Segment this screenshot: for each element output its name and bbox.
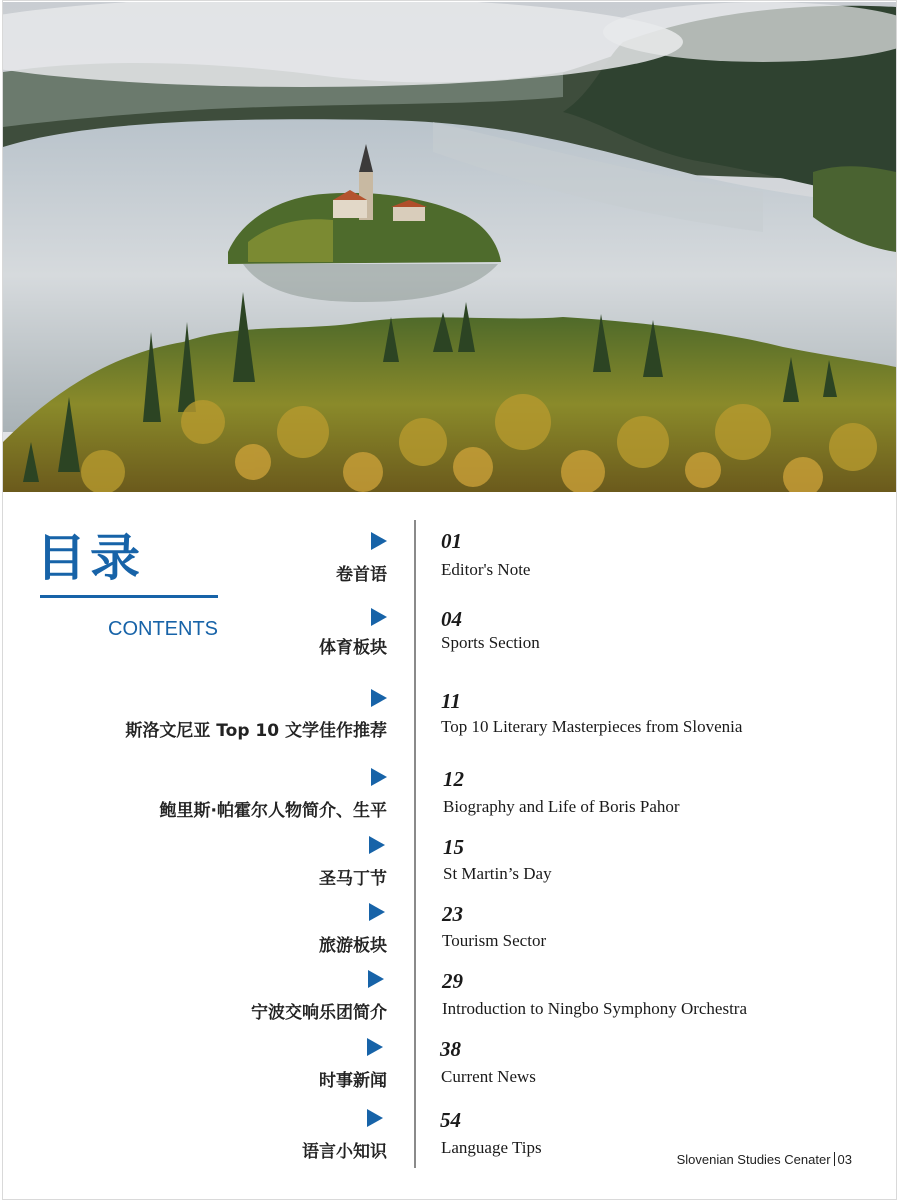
title-underline: [40, 595, 218, 598]
arrow-right-icon: [369, 903, 385, 921]
toc-page-number: 01: [441, 529, 462, 553]
toc-item-en[interactable]: St Martin’s Day: [443, 864, 552, 883]
toc-page-number: 54: [440, 1108, 461, 1132]
arrow-right-icon: [368, 970, 384, 988]
toc-item-en[interactable]: Biography and Life of Boris Pahor: [443, 797, 680, 816]
arrow-right-icon: [367, 1109, 383, 1127]
page-title-cn: 目录: [36, 529, 144, 587]
footer-publisher: Slovenian Studies Cenater: [676, 1152, 831, 1167]
toc-page-number: 15: [443, 835, 464, 859]
vertical-divider: [414, 520, 416, 1168]
arrow-right-icon: [371, 689, 387, 707]
toc-item-en[interactable]: Language Tips: [441, 1138, 542, 1157]
page-title-en: CONTENTS: [108, 618, 218, 640]
footer-separator: [834, 1152, 835, 1166]
toc-item-en[interactable]: Tourism Sector: [442, 931, 547, 950]
toc-page-number: 29: [442, 969, 463, 993]
toc-item-cn[interactable]: 宁波交响乐团简介: [251, 1003, 387, 1023]
arrow-right-icon: [367, 1038, 383, 1056]
toc-item-en[interactable]: Introduction to Ningbo Symphony Orchestra: [442, 999, 748, 1018]
page-footer: [677, 1152, 852, 1167]
arrow-right-icon: [371, 768, 387, 786]
arrow-right-icon: [371, 608, 387, 626]
toc-item-cn[interactable]: 旅游板块: [319, 936, 387, 956]
arrow-right-icon: [371, 532, 387, 550]
toc-item-en[interactable]: Sports Section: [441, 633, 540, 652]
lake-bled-island-photo-icon: [3, 2, 896, 492]
toc-page-number: 12: [443, 767, 464, 791]
toc-item-cn[interactable]: 语言小知识: [302, 1142, 387, 1162]
toc-item-cn[interactable]: 时事新闻: [319, 1071, 387, 1091]
toc-item-cn[interactable]: 体育板块: [319, 638, 387, 658]
toc-page-number: 23: [442, 902, 463, 926]
toc-item-cn[interactable]: 圣马丁节: [319, 869, 387, 889]
toc-page-number: 11: [441, 689, 461, 713]
arrow-right-icon: [369, 836, 385, 854]
toc-item-cn[interactable]: 卷首语: [336, 565, 387, 585]
toc-item-en[interactable]: Editor's Note: [441, 560, 531, 579]
toc-item-en[interactable]: Current News: [441, 1067, 536, 1086]
toc-item-en[interactable]: Top 10 Literary Masterpieces from Slovenia: [441, 717, 743, 736]
hero-photo: [3, 2, 896, 492]
toc-item-cn[interactable]: 鲍里斯·帕霍尔人物简介、生平: [159, 801, 387, 821]
toc-page-number: 04: [441, 607, 462, 631]
toc-item-cn[interactable]: 斯洛文尼亚 Top 10 文学佳作推荐: [125, 721, 387, 741]
toc-page-number: 38: [440, 1037, 461, 1061]
footer-page-number: 03: [837, 1152, 852, 1167]
